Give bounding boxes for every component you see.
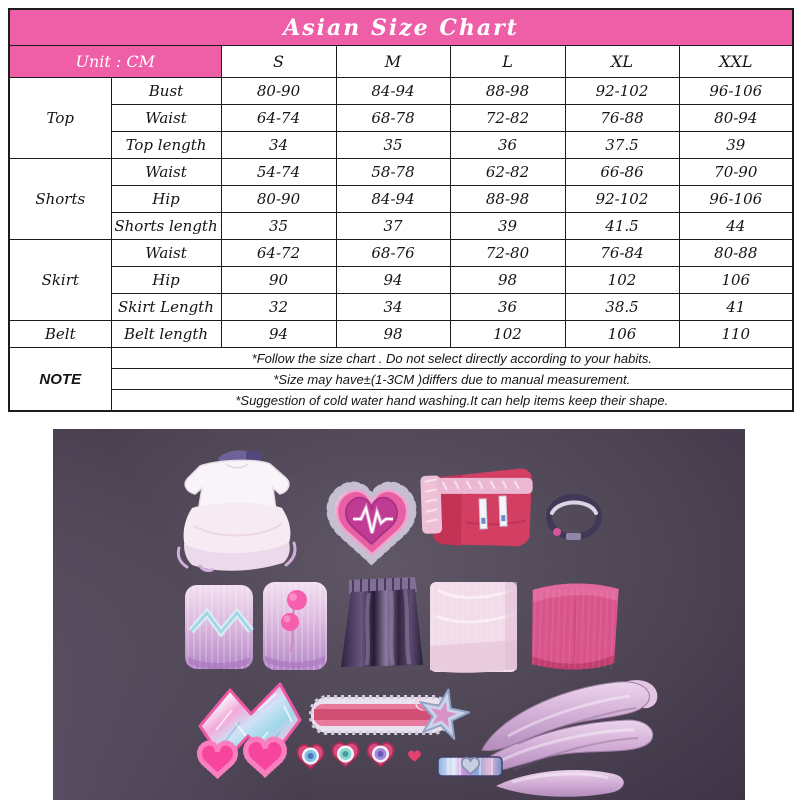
size-value-cell: 34 [336,294,450,321]
size-value-cell: 35 [336,132,450,159]
fuzzy-heart-clip-right [246,739,285,774]
size-value-cell: 64-74 [221,105,336,132]
size-row [9,267,793,294]
size-chart-table [8,8,794,412]
size-column-header-m: M [336,46,450,78]
mini-heart [408,750,421,761]
size-row [9,294,793,321]
size-value-cell: 94 [336,267,450,294]
heart-shaped-pouch [331,486,412,560]
note-row [9,369,793,390]
size-column-header-xl: XL [565,46,679,78]
size-value-cell: 88-98 [450,78,565,105]
measure-cell: Skirt Length [111,294,221,321]
size-value-cell: 68-78 [336,105,450,132]
size-value-cell: 94 [221,321,336,348]
heart-brooch-3 [368,743,394,767]
measure-cell: Waist [111,240,221,267]
measure-cell: Belt length [111,321,221,348]
metallic-purple-skirt [341,577,423,667]
product-photo [53,429,745,800]
size-value-cell: 76-88 [565,105,679,132]
size-value-cell: 106 [679,267,793,294]
category-cell: Top [9,78,111,159]
size-row [9,186,793,213]
zigzag-arm-cuff [185,585,253,669]
size-value-cell: 96-106 [679,186,793,213]
metallic-pink-wings [472,680,657,797]
size-value-cell: 76-84 [565,240,679,267]
measure-cell: Bust [111,78,221,105]
size-chart-title: Asian Size Chart [9,9,793,46]
measure-cell: Shorts length [111,213,221,240]
size-value-cell: 32 [221,294,336,321]
category-cell: Skirt [9,240,111,321]
header-row [9,46,793,78]
note-row [9,390,793,412]
unit-label: Unit : CM [9,46,221,78]
size-row [9,105,793,132]
size-row [9,132,793,159]
dark-pink-folded-cloth [530,582,619,671]
size-value-cell: 90 [221,267,336,294]
measure-cell: Hip [111,267,221,294]
measure-cell: Top length [111,132,221,159]
size-value-cell: 72-82 [450,105,565,132]
size-column-header-l: L [450,46,565,78]
size-row [9,78,793,105]
size-row [9,240,793,267]
size-table-body [9,78,793,412]
size-column-header-s: S [221,46,336,78]
note-row [9,348,793,369]
size-value-cell: 102 [565,267,679,294]
size-value-cell: 70-90 [679,159,793,186]
size-row [9,213,793,240]
size-value-cell: 92-102 [565,78,679,105]
choker-band [549,497,599,540]
size-value-cell: 44 [679,213,793,240]
measure-cell: Waist [111,105,221,132]
category-cell: Belt [9,321,111,348]
size-value-cell: 110 [679,321,793,348]
size-value-cell: 84-94 [336,78,450,105]
size-value-cell: 54-74 [221,159,336,186]
size-value-cell: 84-94 [336,186,450,213]
light-pink-folded-cloth [430,582,517,673]
white-ruffle-top [178,450,295,570]
measure-cell: Hip [111,186,221,213]
title-row [9,9,793,46]
size-value-cell: 92-102 [565,186,679,213]
fuzzy-heart-clip-left [199,743,235,776]
size-value-cell: 80-88 [679,240,793,267]
size-value-cell: 64-72 [221,240,336,267]
size-row [9,321,793,348]
size-value-cell: 98 [450,267,565,294]
size-value-cell: 34 [221,132,336,159]
size-value-cell: 98 [336,321,450,348]
size-value-cell: 106 [565,321,679,348]
size-value-cell: 80-94 [679,105,793,132]
size-value-cell: 36 [450,294,565,321]
measure-cell: Waist [111,159,221,186]
size-column-header-xxl: XXL [679,46,793,78]
size-value-cell: 72-80 [450,240,565,267]
size-value-cell: 41.5 [565,213,679,240]
note-line: *Size may have±(1-3CM )differs due to manual measurement. [111,369,793,390]
size-value-cell: 38.5 [565,294,679,321]
folded-pink-shorts [420,468,535,549]
note-line: *Suggestion of cold water hand washing.It can help items keep their shape. [111,390,793,412]
size-value-cell: 66-86 [565,159,679,186]
heart-brooch-1 [298,745,324,769]
size-value-cell: 96-106 [679,78,793,105]
size-row [9,159,793,186]
size-value-cell: 102 [450,321,565,348]
size-value-cell: 39 [450,213,565,240]
size-value-cell: 62-82 [450,159,565,186]
holographic-belt [438,757,502,776]
lace-headband-with-star [311,684,473,740]
size-value-cell: 37 [336,213,450,240]
size-value-cell: 41 [679,294,793,321]
size-value-cell: 58-78 [336,159,450,186]
note-line: *Follow the size chart . Do not select directly according to your habits. [111,348,793,369]
size-value-cell: 37.5 [565,132,679,159]
size-value-cell: 68-76 [336,240,450,267]
heart-brooch-2 [333,743,359,767]
pompom-arm-cuff [263,582,327,670]
size-value-cell: 88-98 [450,186,565,213]
category-cell: Shorts [9,159,111,240]
size-value-cell: 39 [679,132,793,159]
note-label-cell: NOTE [9,348,111,412]
size-value-cell: 35 [221,213,336,240]
size-value-cell: 36 [450,132,565,159]
size-value-cell: 80-90 [221,186,336,213]
size-value-cell: 80-90 [221,78,336,105]
